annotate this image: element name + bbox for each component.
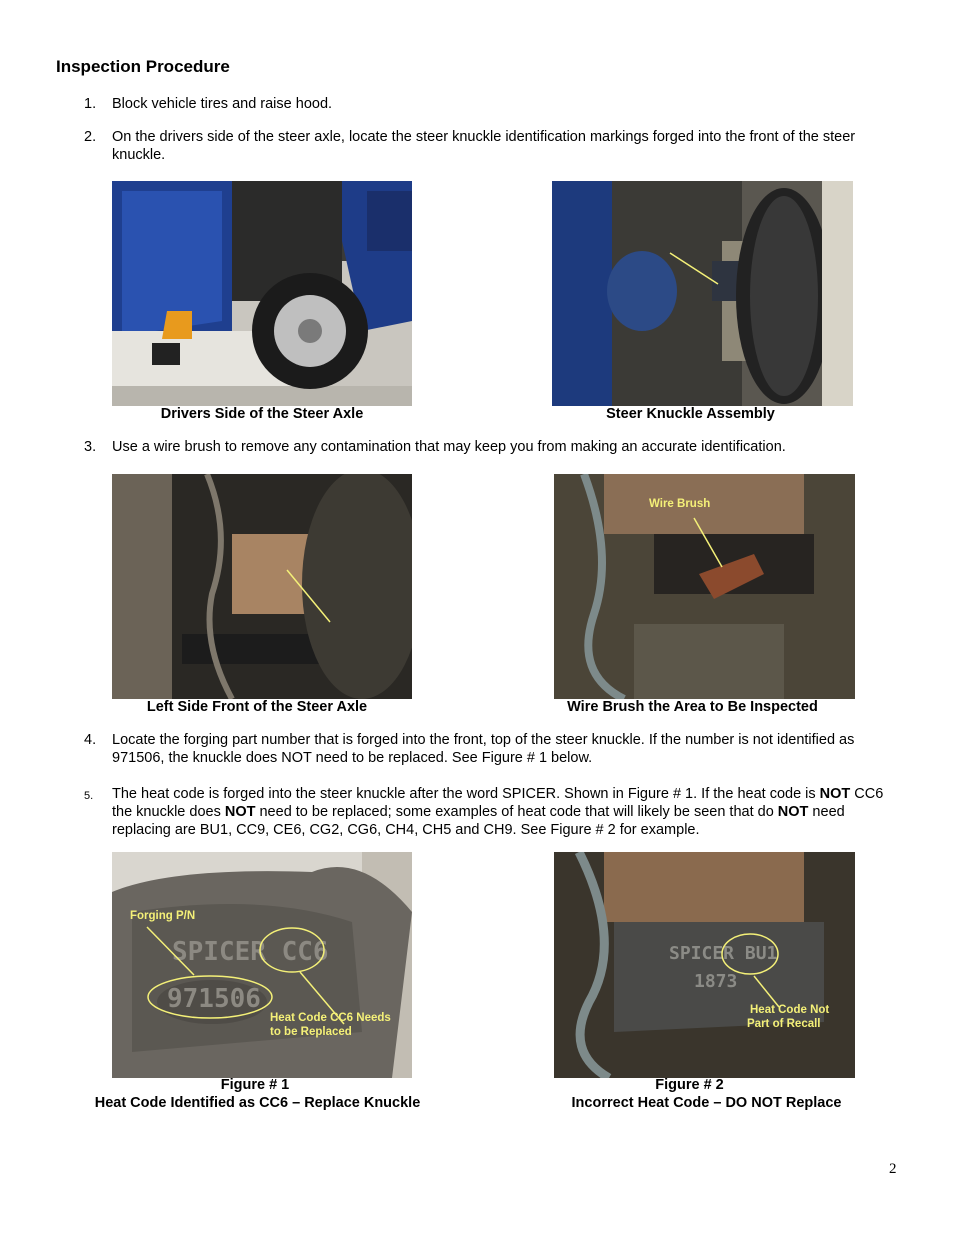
- page-title: Inspection Procedure: [56, 57, 230, 76]
- photo-caption: Incorrect Heat Code – DO NOT Replace: [571, 1095, 842, 1111]
- figure-number: Figure # 1: [220, 1077, 290, 1093]
- stamp-text: 971506: [167, 984, 261, 1014]
- step-number: 5.: [84, 790, 94, 802]
- photo-figure-1: [112, 852, 412, 1078]
- step-number: 1.: [84, 96, 97, 112]
- step-number: 4.: [84, 732, 97, 748]
- photo-label: to be Replaced: [270, 1026, 352, 1038]
- step-number: 2.: [84, 129, 97, 145]
- photo-figure-2: [554, 852, 855, 1078]
- photo-label: Heat Code Not: [750, 1004, 830, 1016]
- step-text: Locate the forging part number that is forged into the front, top of the steer knuckle. If the number is not identified as 971506, the knuckle does NOT need to be replaced. See Figure # 1 below.: [112, 732, 855, 766]
- step-text: The heat code is forged into the steer knuckle after the word SPICER. Shown in Figure # 1. If the heat code is NOT CC6 the knuckle does NOT need to be replaced; some examples of heat code that will likely be seen that do NOT need replacing are BU1, CC9, CE6, CG2, CG6, CH4, CH5 and CH9. See Figure # 2 for example.: [112, 786, 884, 838]
- stamp-text: SPICER CC6: [172, 937, 329, 967]
- photo-drivers-side: [112, 181, 412, 406]
- step-number: 3.: [84, 439, 97, 455]
- step-text: Use a wire brush to remove any contamination that may keep you from making an accurate identification.: [112, 439, 786, 455]
- photo-caption: Left Side Front of the Steer Axle: [146, 699, 368, 715]
- step-text: Block vehicle tires and raise hood.: [112, 96, 333, 112]
- photo-left-side-front: [112, 474, 412, 699]
- photo-label: Wire Brush: [649, 498, 711, 510]
- photo-wire-brush: [554, 474, 855, 699]
- page-number: 2: [889, 1161, 897, 1177]
- stamp-text: 1873: [694, 971, 738, 992]
- photo-label: Forging P/N: [130, 910, 196, 922]
- step-text: On the drivers side of the steer axle, locate the steer knuckle identification markings forged into the front of the steer knuckle.: [112, 129, 856, 163]
- photo-steer-knuckle-assembly: [552, 181, 853, 406]
- photo-caption: Wire Brush the Area to Be Inspected: [567, 699, 818, 715]
- stamp-text: SPICER BU1: [669, 943, 778, 964]
- photo-caption: Drivers Side of the Steer Axle: [160, 406, 364, 422]
- photo-caption: Heat Code Identified as CC6 – Replace Knuckle: [94, 1095, 421, 1111]
- photo-label: Part of Recall: [747, 1018, 821, 1030]
- figure-number: Figure # 2: [655, 1077, 724, 1093]
- photo-label: Heat Code CC6 Needs: [270, 1012, 391, 1024]
- photo-caption: Steer Knuckle Assembly: [606, 406, 775, 422]
